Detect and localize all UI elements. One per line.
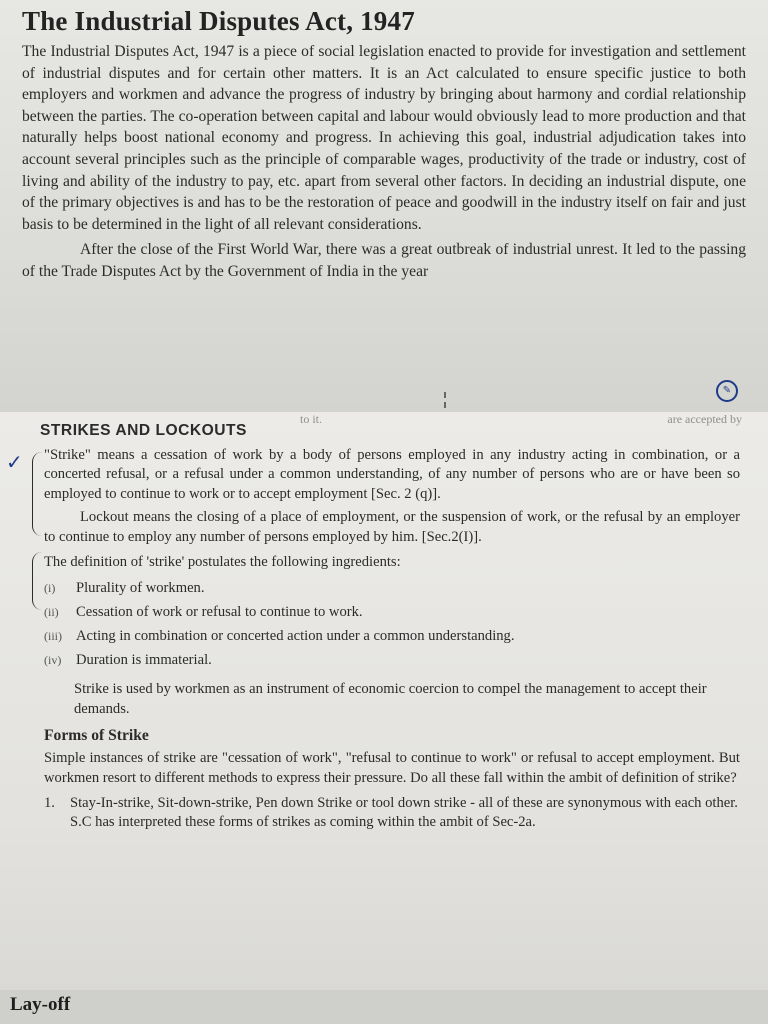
list-item	[44, 648, 740, 672]
ingredients-list	[44, 576, 740, 672]
faded-text-mid: to it.	[300, 412, 323, 426]
item-text: Duration is immaterial.	[76, 652, 212, 669]
lay-off-heading: Lay-off	[10, 994, 71, 1015]
bracket-annotation-icon	[32, 452, 43, 536]
numbered-item-text: Stay-In-strike, Sit-down-strike, Pen down Strike or tool down strike - all of these are synonymous with each other. S.C has interpreted these forms of strikes as coming within the ambit of Sec-2a.	[70, 795, 738, 831]
item-number: (iv)	[44, 653, 62, 668]
intro-paragraph: The Industrial Disputes Act, 1947 is a piece of social legislation enacted to provide for investigation and settlement of industrial disputes and for certain other matters. It is an Act calculated to ensure specific justice to both employers and workmen and advance the progress of industry by bringing about harmony and cordial relationship between the parties. The co-operation between capital and labour would obviously lead to more production and that naturally helps boost national economy and progress. In achieving this goal, industrial adjudication takes into account several principles such as the principle of comparable wages, productivity of the trade or industry, cost of living and ability of the industry to pay, etc. apart from several other factors. In deciding an industrial dispute, one of the primary objectives is and has to be the restoration of peace and goodwill in the industry itself on fair and just basis to be determined in the light of all relevant considerations.	[22, 43, 746, 233]
faded-text-right: are accepted by	[667, 412, 742, 426]
strike-definition: "Strike" means a cessation of work by a body of persons employed in any industry acting in combination, or a concerted refusal, or a refusal under a common understanding, of any number of persons who are or have been so employed to continue to work or to accept employment [Sec. 2 (q)].	[44, 447, 740, 502]
lockout-definition: Lockout means the closing of a place of employment, or the suspension of work, or the refusal by an employer to continue to employ any number of persons employed by him. [Sec.2(I)].	[44, 509, 740, 545]
list-item	[44, 576, 740, 600]
bottom-strip	[0, 990, 768, 1024]
pen-stroke-icon	[444, 392, 468, 408]
numbered-item-index: 1.	[44, 795, 55, 812]
ingredients-intro: The definition of 'strike' postulates the following ingredients:	[44, 554, 401, 571]
history-paragraph: After the close of the First World War, there was a great outbreak of industrial unrest. It led to the passing of the Trade Disputes Act by the Government of India in the year	[22, 241, 746, 280]
item-number: (iii)	[44, 629, 62, 644]
item-number: (ii)	[44, 605, 59, 620]
item-text: Acting in combination or concerted action under a common understanding.	[76, 628, 515, 645]
bracket-annotation-icon	[32, 552, 43, 610]
list-item	[44, 624, 740, 648]
item-text: Cessation of work or refusal to continue to work.	[76, 604, 363, 621]
tick-mark-icon: ✓	[6, 450, 23, 474]
list-item	[44, 600, 740, 624]
item-number: (i)	[44, 581, 56, 596]
strikes-heading: STRIKES AND LOCKOUTS	[40, 422, 247, 439]
numbered-item	[44, 794, 740, 833]
forms-paragraph: Simple instances of strike are "cessation of work", "refusal to continue to work" or refusal to accept employment. But workmen resort to different methods to express their pressure. Do all these fall within the ambit of definition of strike?	[44, 750, 740, 786]
forms-heading: Forms of Strike	[44, 727, 149, 745]
upper-page	[0, 0, 768, 412]
item-text: Plurality of workmen.	[76, 580, 205, 597]
act-title: The Industrial Disputes Act, 1947	[22, 6, 415, 36]
strike-use-paragraph: Strike is used by workmen as an instrument of economic coercion to compel the management to accept their demands.	[74, 681, 707, 717]
pen-annotation-icon: ✎	[716, 380, 738, 402]
lower-page	[0, 412, 768, 990]
